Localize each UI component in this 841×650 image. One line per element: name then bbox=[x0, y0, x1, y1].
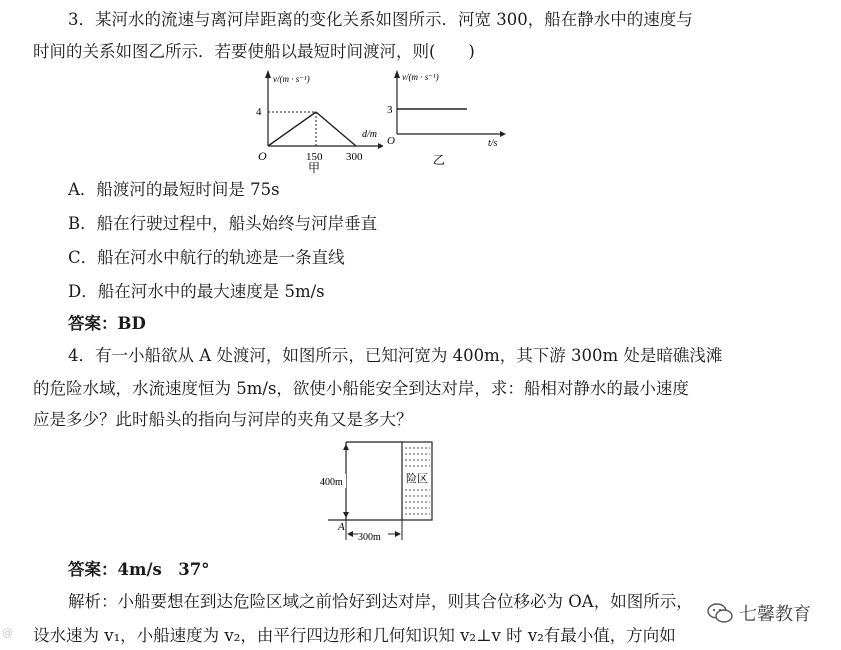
brand-watermark-text: 七馨教育 bbox=[739, 604, 811, 625]
figb-xlabel: t/s bbox=[488, 138, 498, 149]
wechat-icon bbox=[707, 602, 733, 624]
q3-answer: 答案：BD bbox=[68, 314, 146, 333]
q3-option-b: B．船在行驶过程中，船头始终与河岸垂直 bbox=[68, 214, 378, 233]
q3-option-a: A．船渡河的最短时间是 75s bbox=[68, 180, 280, 199]
fig4-width-arrow-top bbox=[343, 444, 349, 450]
fig4-dist-arrow-left bbox=[347, 531, 353, 537]
figb-ylabel: v/(m · s⁻¹) bbox=[402, 72, 439, 82]
fig4-distance-label: 300m bbox=[358, 532, 381, 543]
q3-figure-b bbox=[385, 64, 510, 176]
fig4-width-label: 400m bbox=[320, 477, 343, 488]
fig4-width-arrow-bottom bbox=[343, 512, 349, 518]
point-a-label: A bbox=[338, 521, 345, 533]
fig4-dist-arrow-right bbox=[395, 531, 401, 537]
danger-zone-label: 险区 bbox=[406, 473, 428, 485]
q3-stem-line1: 3．某河水的流速与离河岸距离的变化关系如图所示．河宽 300，船在静水中的速度与 bbox=[68, 10, 693, 29]
brand-watermark bbox=[707, 600, 811, 626]
q4-answer: 答案：4m/s 37° bbox=[68, 560, 210, 579]
figa-rise-line bbox=[268, 112, 316, 146]
figb-y-arrow bbox=[394, 70, 400, 78]
q4-stem-line2: 的危险水域，水流速度恒为 5m/s，欲使小船能安全到达对岸，求：船相对静水的最小速度 bbox=[33, 379, 689, 398]
figa-origin: O bbox=[258, 149, 267, 163]
q4-stem-line3: 应是多少？此时船头的指向与河岸的夹角又是多大？ bbox=[33, 410, 413, 429]
figa-fall-line bbox=[316, 112, 356, 146]
figb-y-tick: 3 bbox=[387, 104, 393, 116]
q4-stem-line1: 4．有一小船欲从 A 处渡河，如图所示，已知河宽为 400m，其下游 300m 处是暗礁浅滩 bbox=[68, 346, 723, 365]
q3-option-c: C．船在河水中航行的轨迹是一条直线 bbox=[68, 248, 345, 267]
figa-ylabel: v/(m · s⁻¹) bbox=[273, 74, 310, 84]
figa-xlabel: d/m bbox=[362, 129, 377, 140]
figa-x-tick-150: 150 bbox=[306, 151, 323, 163]
left-watermark: @ bbox=[2, 626, 13, 639]
q4-analysis-line2: 设水速为 v₁，小船速度为 v₂，由平行四边形和几何知识知 v₂⊥v 时 v₂有最小值，方向如 bbox=[33, 626, 676, 645]
q4-river-figure bbox=[320, 436, 446, 546]
figa-y-arrow bbox=[265, 70, 271, 78]
figa-caption: 甲 bbox=[308, 161, 321, 175]
figa-y-tick: 4 bbox=[256, 106, 262, 118]
figa-x-tick-300: 300 bbox=[346, 151, 363, 163]
figb-caption: 乙 bbox=[433, 153, 446, 167]
figa-x-arrow bbox=[378, 143, 383, 149]
q3-stem-line2: 时间的关系如图乙所示．若要使船以最短时间渡河，则( ) bbox=[33, 42, 475, 61]
figb-origin: O bbox=[387, 135, 395, 147]
q4-analysis-line1: 解析：小船要想在到达危险区域之前恰好到达对岸，则其合位移必为 OA，如图所示， bbox=[68, 592, 693, 611]
q3-figure-a bbox=[248, 64, 383, 176]
q3-option-d: D．船在河水中的最大速度是 5m/s bbox=[68, 282, 325, 301]
figb-x-arrow bbox=[500, 131, 506, 137]
